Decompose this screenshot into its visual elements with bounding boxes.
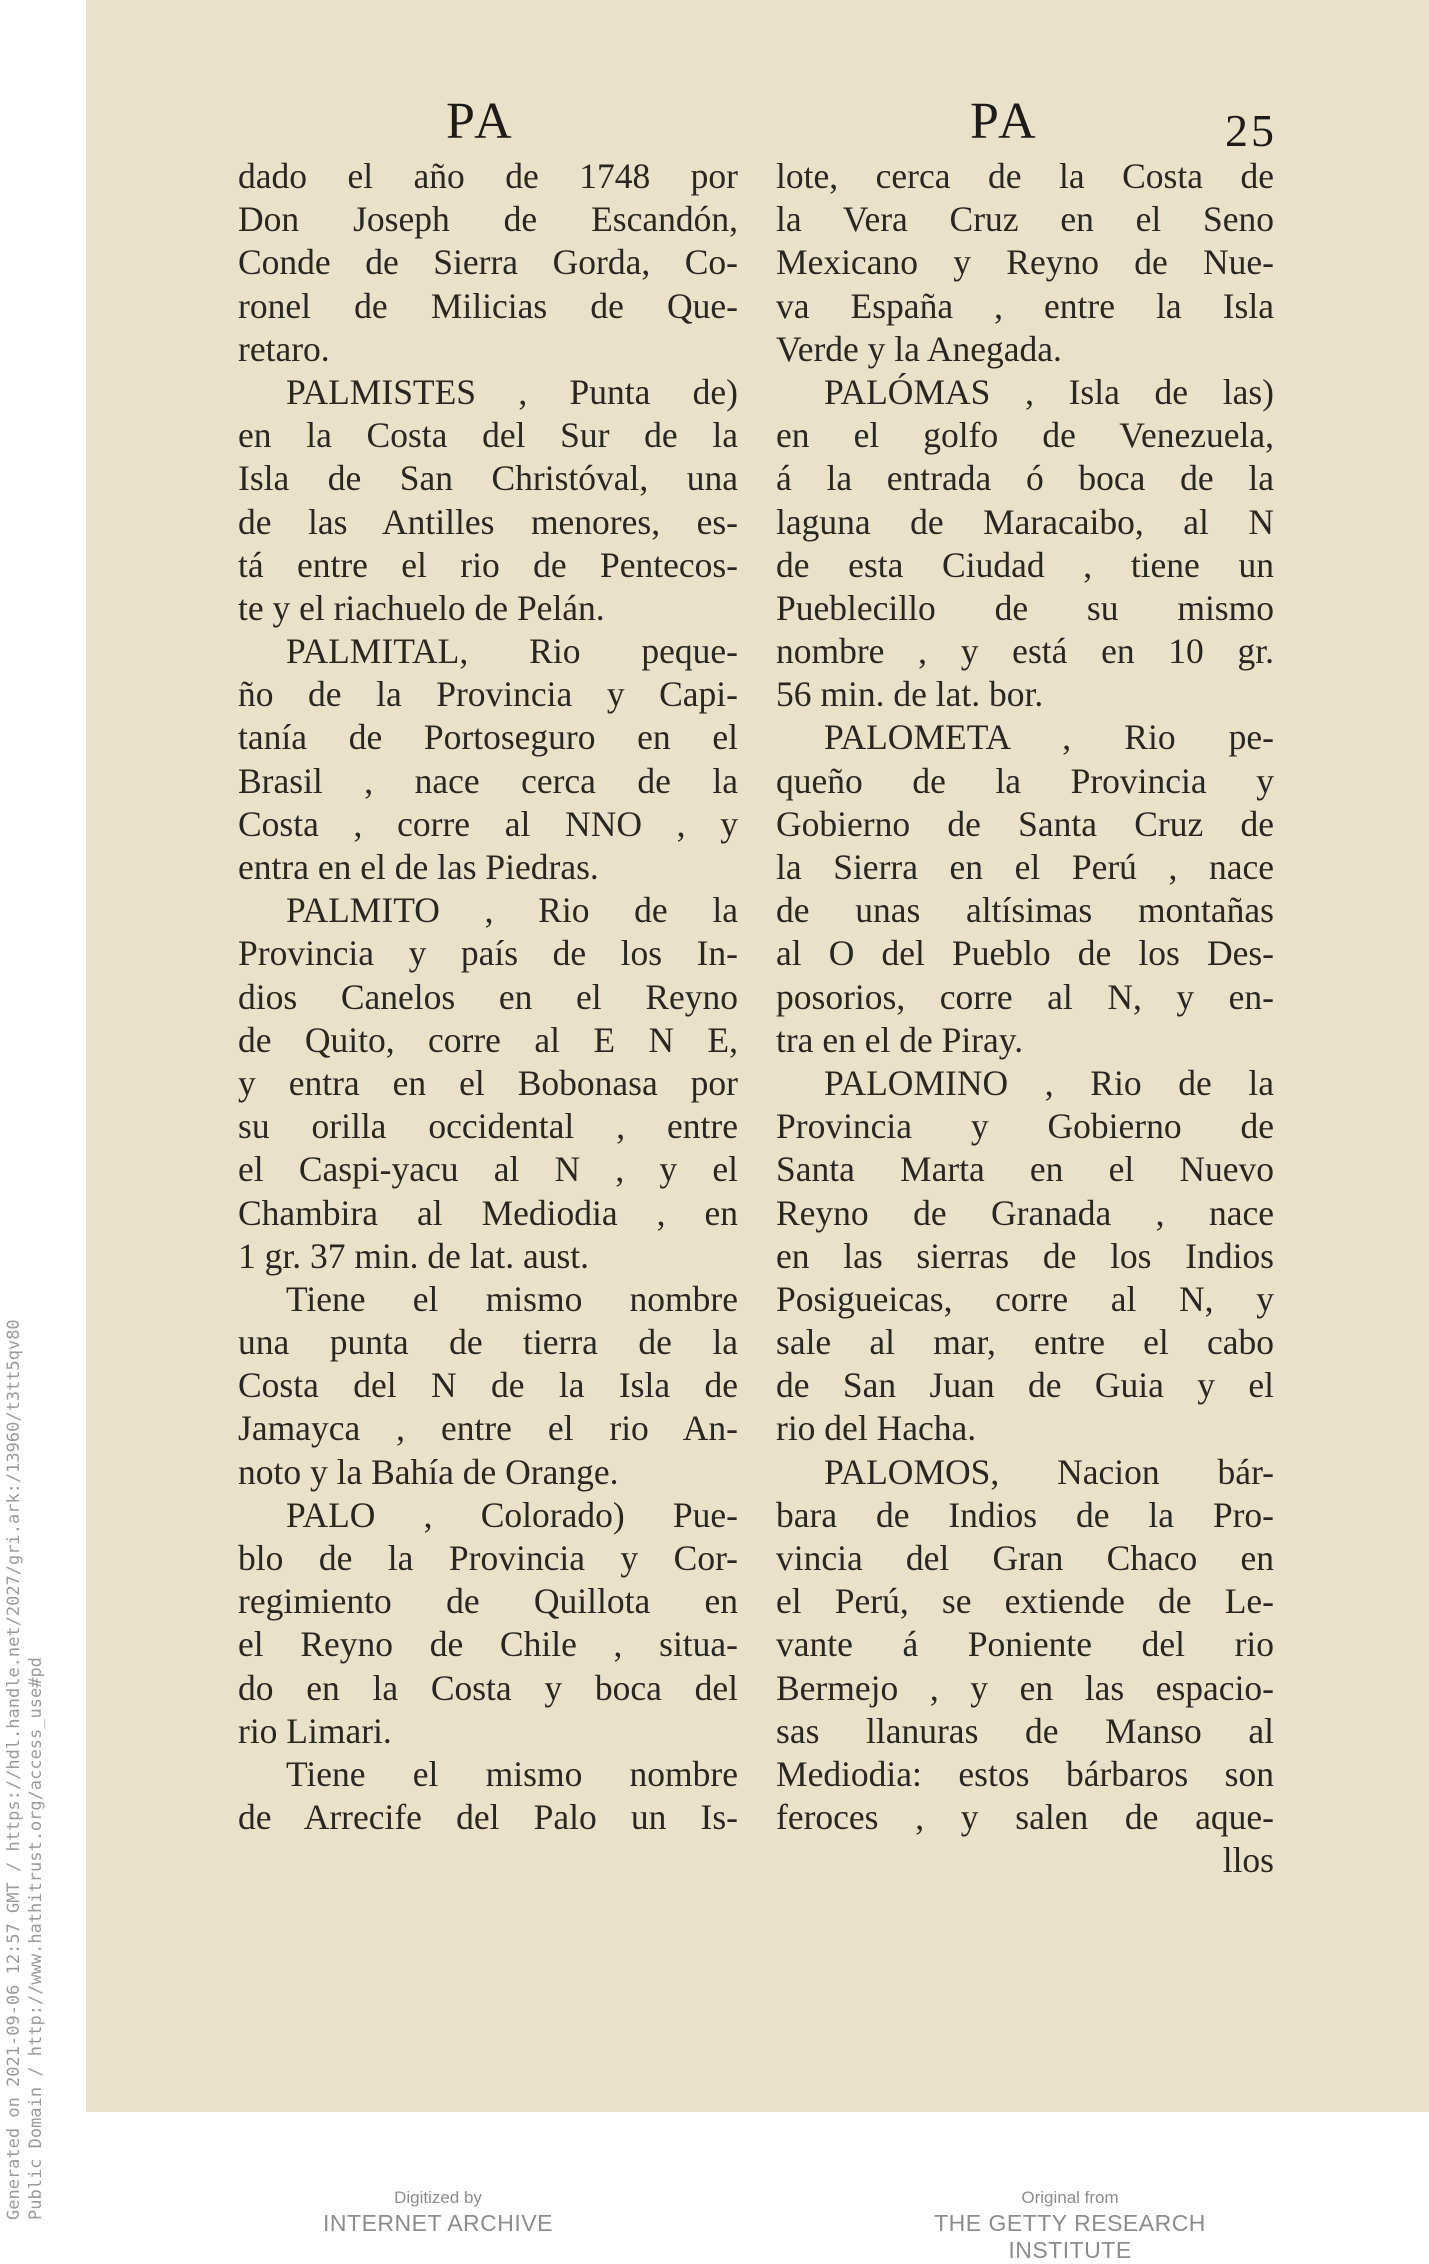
text-line: Provincia y país de los In- bbox=[238, 933, 738, 974]
text-line: el Perú, se extiende de Le- bbox=[776, 1581, 1274, 1622]
text-line: llos bbox=[1222, 1840, 1274, 1881]
text-line: Provincia y Gobierno de bbox=[776, 1106, 1274, 1147]
text-line: PALMITO , Rio de la bbox=[286, 890, 738, 931]
rights-note: Public Domain / http://www.hathitrust.org/access_use#pd bbox=[26, 1657, 46, 2220]
text-line: nombre , y está en 10 gr. bbox=[776, 631, 1274, 672]
text-line: Pueblecillo de su mismo bbox=[776, 587, 1274, 628]
text-line: de San Juan de Guia y el bbox=[776, 1365, 1274, 1406]
text-line: de las Antilles menores, es- bbox=[238, 501, 738, 542]
text-line: en el golfo de Venezuela, bbox=[776, 415, 1274, 456]
text-line: PALÓMAS , Isla de las) bbox=[824, 371, 1274, 412]
text-line: te y el riachuelo de Pelán. bbox=[238, 587, 605, 628]
text-line: PALOMOS, Nacion bár- bbox=[824, 1451, 1274, 1492]
text-line: 56 min. de lat. bor. bbox=[776, 674, 1044, 715]
text-line: PALO , Colorado) Pue- bbox=[286, 1494, 738, 1535]
source-institution: THE GETTY RESEARCH INSTITUTE bbox=[934, 2210, 1206, 2263]
text-line: de esta Ciudad , tiene un bbox=[776, 544, 1274, 585]
text-line: Bermejo , y en las espacio- bbox=[776, 1667, 1274, 1708]
left-running-head: PA bbox=[446, 93, 516, 150]
text-line: regimiento de Quillota en bbox=[238, 1581, 738, 1622]
text-line: feroces , y salen de aque- bbox=[776, 1797, 1274, 1838]
text-line: Don Joseph de Escandón, bbox=[238, 199, 738, 240]
text-line: PALOMINO , Rio de la bbox=[824, 1062, 1274, 1103]
text-line: y entra en el Bobonasa por bbox=[238, 1062, 738, 1103]
text-line: tá entre el rio de Pentecos- bbox=[238, 544, 738, 585]
text-line: va España , entre la Isla bbox=[776, 285, 1274, 326]
text-line: Tiene el mismo nombre bbox=[286, 1753, 738, 1794]
text-line: ño de la Provincia y Capi- bbox=[238, 674, 738, 715]
text-line: dado el año de 1748 por bbox=[238, 156, 738, 196]
text-line: Reyno de Granada , nace bbox=[776, 1192, 1274, 1233]
text-line: posorios, corre al N, y en- bbox=[776, 976, 1274, 1017]
text-line: Costa , corre al NNO , y bbox=[238, 803, 738, 844]
text-line: tanía de Portoseguro en el bbox=[238, 717, 738, 758]
text-line: bara de Indios de la Pro- bbox=[776, 1494, 1274, 1535]
digitizer-credit bbox=[248, 2188, 628, 2237]
text-line: vincia del Gran Chaco en bbox=[776, 1538, 1274, 1578]
text-line: Mediodia: estos bárbaros son bbox=[776, 1753, 1274, 1794]
text-line: Isla de San Christóval, una bbox=[238, 458, 738, 499]
text-line: 1 gr. 37 min. de lat. aust. bbox=[238, 1235, 590, 1276]
digitized-by-label: Digitized by bbox=[394, 2188, 482, 2207]
text-line: Gobierno de Santa Cruz de bbox=[776, 803, 1274, 844]
text-line: el Caspi-yacu al N , y el bbox=[238, 1149, 738, 1190]
text-line: vante á Poniente del rio bbox=[776, 1624, 1274, 1665]
text-line: de Quito, corre al E N E, bbox=[238, 1019, 738, 1060]
right-text-column bbox=[776, 155, 1274, 1883]
text-line: la Vera Cruz en el Seno bbox=[776, 199, 1274, 240]
text-line: rio Limari. bbox=[238, 1710, 392, 1751]
text-line: de unas altísimas montañas bbox=[776, 890, 1274, 931]
text-line: laguna de Maracaibo, al N bbox=[776, 501, 1274, 542]
page-number: 25 bbox=[1225, 105, 1277, 156]
right-running-head: PA bbox=[970, 93, 1040, 150]
text-line: sale al mar, entre el cabo bbox=[776, 1322, 1274, 1363]
original-from-label: Original from bbox=[1021, 2188, 1119, 2207]
text-line: Brasil , nace cerca de la bbox=[238, 760, 738, 801]
text-line: entra en el de las Piedras. bbox=[238, 847, 599, 887]
text-line: PALOMETA , Rio pe- bbox=[824, 717, 1274, 758]
text-line: Conde de Sierra Gorda, Co- bbox=[238, 242, 738, 283]
text-line: Mexicano y Reyno de Nue- bbox=[776, 242, 1274, 283]
text-line: rio del Hacha. bbox=[776, 1408, 977, 1449]
text-line: á la entrada ó boca de la bbox=[776, 458, 1274, 499]
text-line: una punta de tierra de la bbox=[238, 1322, 738, 1363]
text-line: la Sierra en el Perú , nace bbox=[776, 847, 1274, 887]
text-line: PALMITAL, Rio peque- bbox=[286, 631, 738, 672]
text-line: Posigueicas, corre al N, y bbox=[776, 1278, 1274, 1319]
text-line: noto y la Bahía de Orange. bbox=[238, 1451, 619, 1492]
text-line: blo de la Provincia y Cor- bbox=[238, 1538, 738, 1578]
source-credit bbox=[880, 2188, 1260, 2264]
text-line: dios Canelos en el Reyno bbox=[238, 976, 738, 1017]
text-line: Santa Marta en el Nuevo bbox=[776, 1149, 1274, 1190]
text-line: lote, cerca de la Costa de bbox=[776, 156, 1274, 196]
text-line: Jamayca , entre el rio An- bbox=[238, 1408, 738, 1449]
text-line: sas llanuras de Manso al bbox=[776, 1710, 1274, 1751]
text-line: retaro. bbox=[238, 328, 330, 369]
text-line: Verde y la Anegada. bbox=[776, 328, 1062, 369]
text-line: su orilla occidental , entre bbox=[238, 1106, 738, 1147]
access-watermark bbox=[0, 1090, 48, 2220]
digitizer-name: INTERNET ARCHIVE bbox=[323, 2210, 553, 2236]
text-line: ronel de Milicias de Que- bbox=[238, 285, 738, 326]
text-line: do en la Costa y boca del bbox=[238, 1667, 738, 1708]
left-text-column bbox=[238, 155, 738, 1839]
text-line: de Arrecife del Palo un Is- bbox=[238, 1797, 738, 1838]
text-line: tra en el de Piray. bbox=[776, 1019, 1024, 1060]
text-line: el Reyno de Chile , situa- bbox=[238, 1624, 738, 1665]
text-line: al O del Pueblo de los Des- bbox=[776, 933, 1274, 974]
text-line: en las sierras de los Indios bbox=[776, 1235, 1274, 1276]
text-line: en la Costa del Sur de la bbox=[238, 415, 738, 456]
text-line: PALMISTES , Punta de) bbox=[286, 371, 738, 412]
text-line: Chambira al Mediodia , en bbox=[238, 1192, 738, 1233]
generation-note: Generated on 2021-09-06 12:57 GMT / https://hdl.handle.net/2027/gri.ark:/13960/t3tt5qv80 bbox=[4, 1319, 24, 2220]
text-line: Tiene el mismo nombre bbox=[286, 1278, 738, 1319]
text-line: queño de la Provincia y bbox=[776, 760, 1274, 801]
text-line: Costa del N de la Isla de bbox=[238, 1365, 738, 1406]
